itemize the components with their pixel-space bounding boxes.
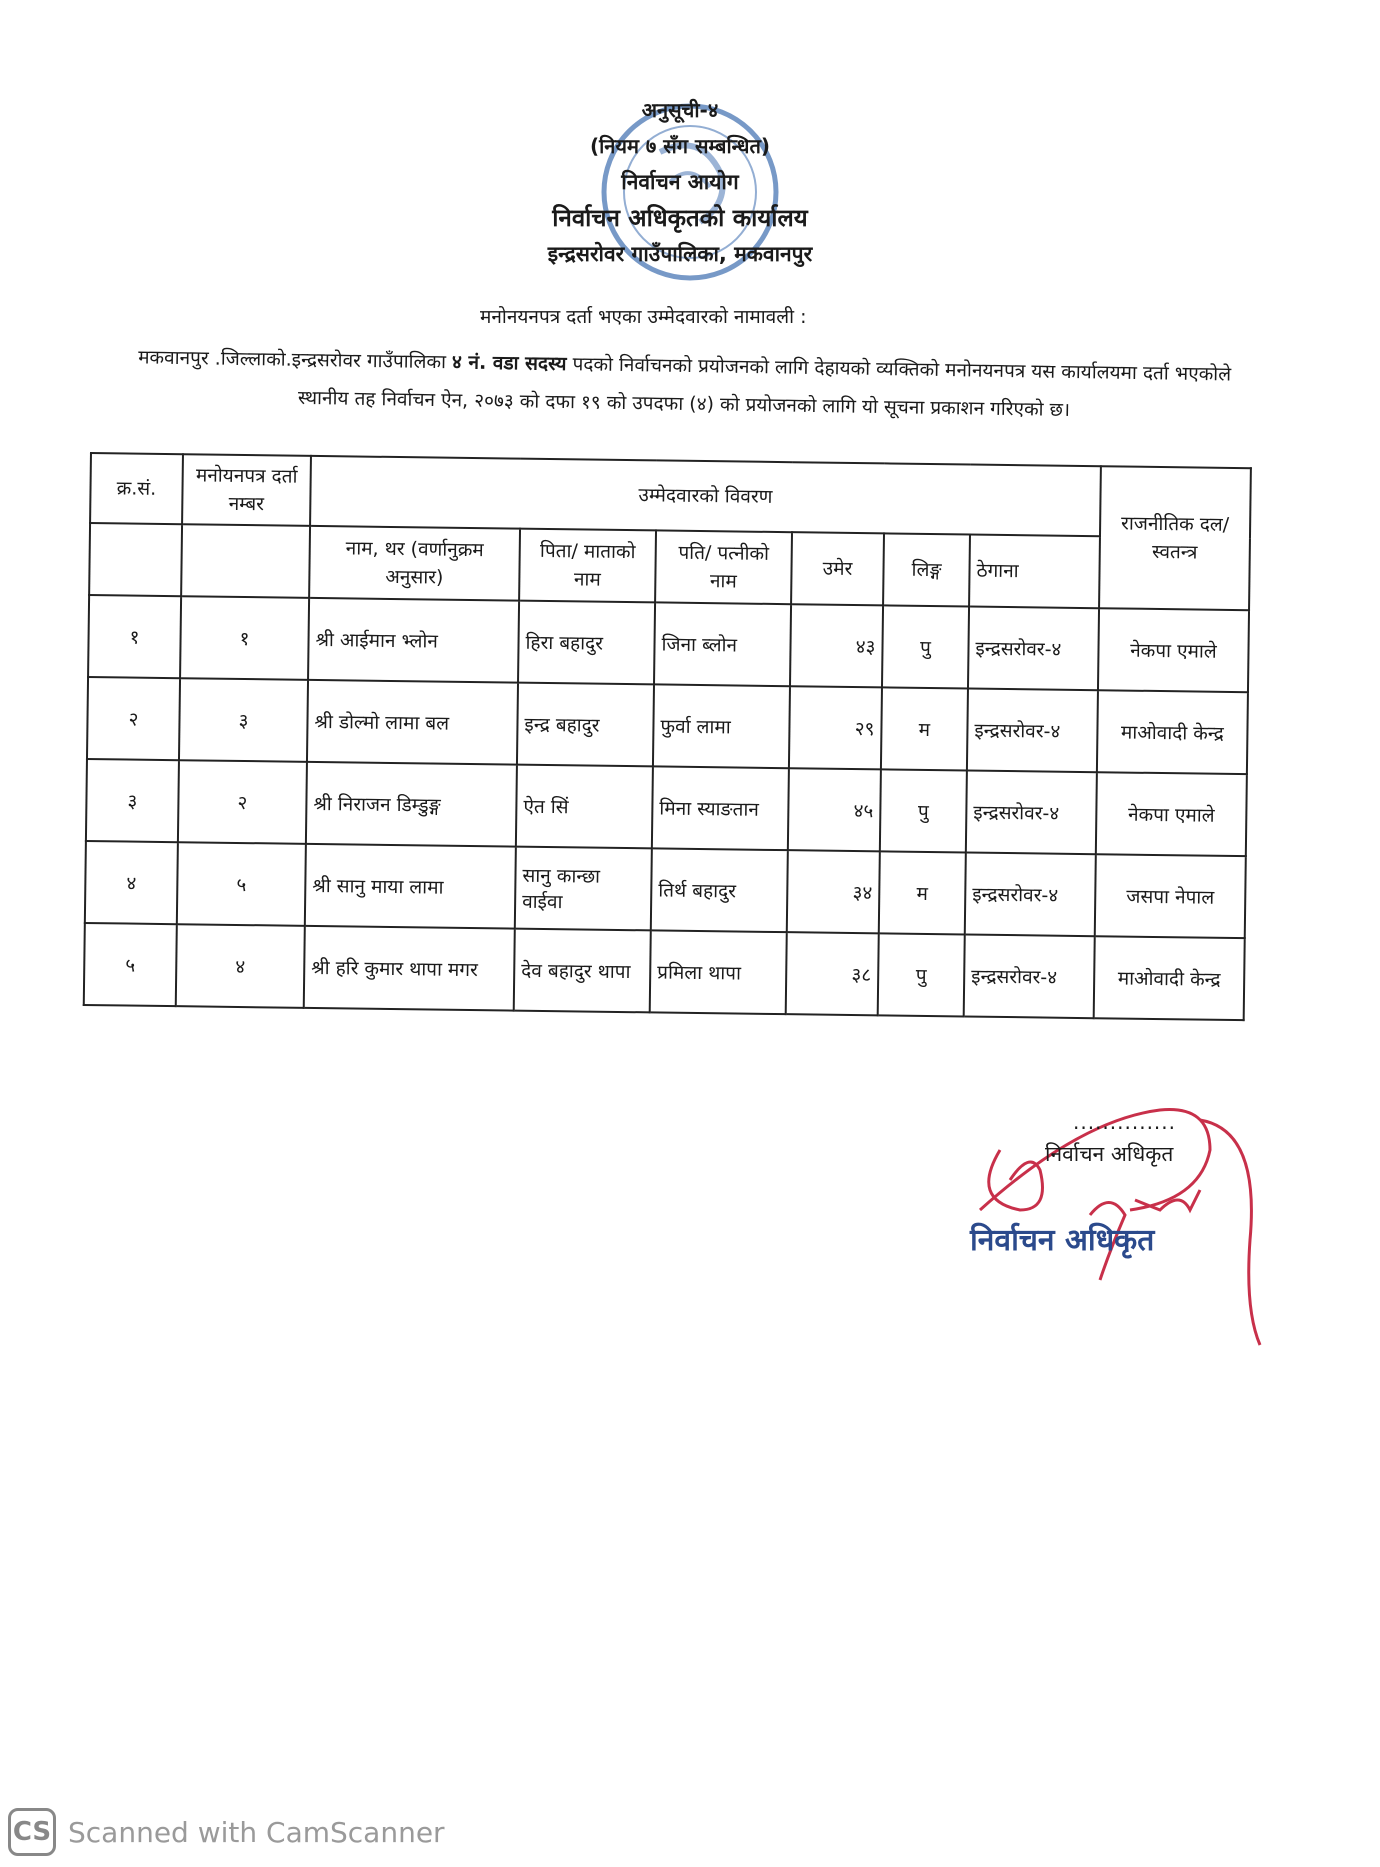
cell-address: इन्द्रसरोवर-४ xyxy=(965,852,1096,936)
cell-parent: देव बहादुर थापा xyxy=(514,929,651,1013)
cell-reg-no: ४ xyxy=(176,924,305,1008)
signature-dotted-line: .............. xyxy=(1073,1110,1177,1134)
header-spouse: पति/ पत्नीको नाम xyxy=(655,530,792,604)
cell-name: श्री हरि कुमार थापा मगर xyxy=(304,926,515,1011)
cell-party: नेकपा एमाले xyxy=(1098,608,1249,692)
schedule-title: अनुसूची-४ xyxy=(641,98,719,122)
document-header xyxy=(380,92,980,272)
cell-reg-no: ३ xyxy=(179,678,308,762)
cell-name: श्री आईमान भ्लोन xyxy=(308,598,519,683)
notice-part2: पदको निर्वाचनको प्रयोजनको लागि देहायको व्यक्तिको मनोनयनपत्र यस कार्यालयमा दर्ता भएकोले स्थानीय तह निर्वाचन ऐन, २०७३ को दफा १९ को उपदफा (४) को प्रयोजनको लागि यो सूचना प्रकाशन गरिएको छ। xyxy=(297,353,1232,422)
cell-gender: म xyxy=(879,851,966,934)
cell-age: ४५ xyxy=(788,768,881,851)
cell-reg-no: १ xyxy=(180,596,309,680)
cell-parent: हिरा बहादुर xyxy=(518,601,655,685)
cell-spouse: जिना ब्लोन xyxy=(654,602,791,686)
cell-serial: ४ xyxy=(85,841,178,924)
cell-spouse: मिना स्याङतान xyxy=(652,766,789,850)
cell-gender: पु xyxy=(880,769,967,852)
header-party: राजनीतिक दल/स्वतन्त्र xyxy=(1099,466,1251,610)
header-serial: क्र.सं. xyxy=(90,453,183,524)
cell-age: ४३ xyxy=(790,604,883,687)
notice-paragraph xyxy=(114,338,1255,432)
commission-name: निर्वाचन आयोग xyxy=(621,170,739,194)
cell-serial: २ xyxy=(87,677,180,760)
municipality-name: इन्द्रसरोवर गाउँपालिका, मकवानपुर xyxy=(547,242,813,266)
notice-part1: मकवानपुर .जिल्लाको.इन्द्रसरोवर गाउँपालिका xyxy=(137,346,447,374)
cell-spouse: फुर्वा लामा xyxy=(653,684,790,768)
cell-address: इन्द्रसरोवर-४ xyxy=(964,934,1095,1018)
table-row xyxy=(88,595,1249,692)
cell-party: माओवादी केन्द्र xyxy=(1094,936,1245,1020)
cell-age: २९ xyxy=(789,686,882,769)
list-title: मनोनयनपत्र दर्ता भएका उम्मेदवारको नामावली : xyxy=(480,306,807,328)
rule-reference: (नियम ७ सँग सम्बन्धित) xyxy=(589,134,771,158)
cell-reg-no: २ xyxy=(178,760,307,844)
signature-role: निर्वाचन अधिकृत xyxy=(1045,1142,1174,1166)
header-reg-no: मनोयनपत्र दर्ता नम्बर xyxy=(182,454,311,526)
cell-serial: ३ xyxy=(86,759,179,842)
signature-stamp-text: निर्वाचन अधिकृत xyxy=(970,1223,1155,1258)
cell-age: ३८ xyxy=(786,932,879,1015)
cell-parent: सानु कान्छा वाईवा xyxy=(515,847,652,931)
table-row xyxy=(84,923,1245,1020)
table-row xyxy=(87,677,1248,774)
cell-parent: ऐत सिं xyxy=(516,765,653,849)
cell-name: श्री सानु माया लामा xyxy=(305,844,516,929)
cell-spouse: तिर्थ बहादुर xyxy=(651,848,788,932)
table-row xyxy=(85,841,1246,938)
cell-party: जसपा नेपाल xyxy=(1095,854,1246,938)
cell-serial: ५ xyxy=(84,923,177,1006)
header-parent: पिता/ माताको नाम xyxy=(519,529,656,603)
cell-spouse: प्रमिला थापा xyxy=(650,930,787,1014)
candidate-table-wrapper xyxy=(83,452,1252,1021)
cell-name: श्री डोल्मो लामा बल xyxy=(307,680,518,765)
cell-gender: म xyxy=(881,687,968,770)
notice-ward-post: ४ नं. वडा सदस्य xyxy=(451,351,567,376)
cell-address: इन्द्रसरोवर-४ xyxy=(967,689,1098,773)
cell-gender: पु xyxy=(878,933,965,1016)
cell-age: ३४ xyxy=(787,850,880,933)
cell-party: माओवादी केन्द्र xyxy=(1097,690,1248,774)
cell-reg-no: ५ xyxy=(177,842,306,926)
header-address: ठेगाना xyxy=(969,535,1100,609)
cell-parent: इन्द्र बहादुर xyxy=(517,683,654,767)
header-age: उमेर xyxy=(791,532,884,605)
table-row xyxy=(86,759,1247,856)
cell-gender: पु xyxy=(882,605,969,688)
camscanner-logo-icon: CS xyxy=(8,1808,56,1856)
header-candidate-details: उम्मेदवारको विवरण xyxy=(310,456,1101,536)
header-name: नाम, थर (वर्णानुक्रम अनुसार) xyxy=(309,526,520,601)
cell-serial: १ xyxy=(88,595,181,678)
header-reg-no-empty xyxy=(181,524,310,598)
candidate-table xyxy=(83,452,1252,1021)
cell-party: नेकपा एमाले xyxy=(1096,772,1247,856)
cell-address: इन्द्रसरोवर-४ xyxy=(966,771,1097,855)
office-name: निर्वाचन अधिकृतको कार्यालय xyxy=(552,204,808,232)
cell-name: श्री निराजन डिम्डुङ्ग xyxy=(306,762,517,847)
cell-address: इन्द्रसरोवर-४ xyxy=(968,607,1099,691)
camscanner-text: Scanned with CamScanner xyxy=(68,1815,445,1849)
header-gender: लिङ्ग xyxy=(883,533,970,606)
header-serial-empty xyxy=(89,523,182,596)
camscanner-watermark xyxy=(8,1808,445,1856)
